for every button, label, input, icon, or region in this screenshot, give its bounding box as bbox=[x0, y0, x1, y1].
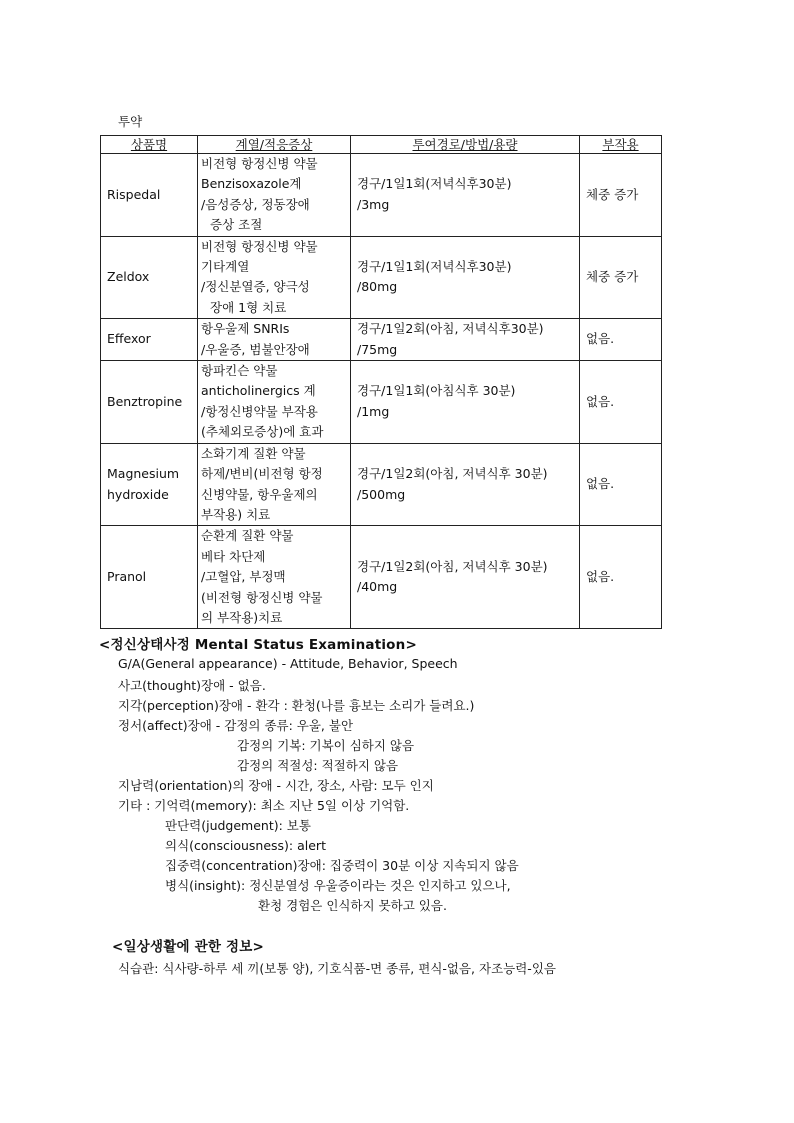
cell-route: 경구/1일1회(저녁식후30분) /80mg bbox=[351, 236, 580, 319]
mse-memory: 기타 : 기억력(memory): 최소 지난 5일 이상 기억함. bbox=[118, 798, 410, 813]
mse-insight-continued: 환청 경험은 인식하지 못하고 있음. bbox=[258, 898, 447, 913]
mse-section-title: <정신상태사정 Mental Status Examination> bbox=[99, 637, 417, 653]
table-row bbox=[101, 154, 662, 237]
mse-orientation: 지남력(orientation)의 장애 - 시간, 장소, 사람: 모두 인지 bbox=[118, 778, 434, 793]
medication-table bbox=[100, 135, 662, 629]
daily-eating-habits: 식습관: 식사량-하루 세 끼(보통 양), 기호식품-면 종류, 편식-없음, 자조능력-있음 bbox=[118, 961, 556, 976]
header-route-dosage: 투여경로/방법/용량 bbox=[351, 136, 580, 154]
mse-consciousness: 의식(consciousness): alert bbox=[165, 838, 326, 853]
cell-route: 경구/1일2회(아침, 저녁식후 30분) /40mg bbox=[351, 526, 580, 629]
mse-affect-appropriateness: 감정의 적절성: 적절하지 않음 bbox=[237, 758, 399, 773]
cell-route: 경구/1일1회(저녁식후30분) /3mg bbox=[351, 154, 580, 237]
table-row bbox=[101, 361, 662, 444]
cell-name: Zeldox bbox=[101, 236, 198, 319]
page-heading: 투약 bbox=[118, 114, 143, 129]
cell-side-effect: 체중 증가 bbox=[580, 154, 662, 237]
cell-name: Rispedal bbox=[101, 154, 198, 237]
header-indication: 계열/적응증상 bbox=[198, 136, 351, 154]
cell-side-effect: 없음. bbox=[580, 361, 662, 444]
cell-name: Magnesium hydroxide bbox=[101, 443, 198, 526]
cell-name: Benztropine bbox=[101, 361, 198, 444]
mse-affect-type: 정서(affect)장애 - 감정의 종류: 우울, 불안 bbox=[118, 718, 354, 733]
header-side-effect: 부작용 bbox=[580, 136, 662, 154]
cell-route: 경구/1일1회(아침식후 30분) /1mg bbox=[351, 361, 580, 444]
cell-indication: 비전형 항정신병 약물 기타계열 /정신분열증, 양극성 장애 1형 치료 bbox=[198, 236, 351, 319]
table-row bbox=[101, 319, 662, 361]
cell-indication: 비전형 항정신병 약물 Benzisoxazole계 /음성증상, 정동장애 증상 조절 bbox=[198, 154, 351, 237]
cell-indication: 소화기계 질환 약물 하제/변비(비전형 항정 신병약물, 항우울제의 부작용) 치료 bbox=[198, 443, 351, 526]
cell-indication: 항파킨슨 약물 anticholinergics 계 /항정신병약물 부작용 (추체외로증상)에 효과 bbox=[198, 361, 351, 444]
table-header-row bbox=[101, 136, 662, 154]
mse-judgement: 판단력(judgement): 보통 bbox=[165, 818, 311, 833]
table-row bbox=[101, 443, 662, 526]
header-product-name: 상품명 bbox=[101, 136, 198, 154]
mse-general-appearance: G/A(General appearance) - Attitude, Behavior, Speech bbox=[118, 656, 458, 671]
cell-side-effect: 체중 증가 bbox=[580, 236, 662, 319]
cell-indication: 순환계 질환 약물 베타 차단제 /고혈압, 부정맥 (비전형 항정신병 약물 의 부작용)치료 bbox=[198, 526, 351, 629]
mse-perception: 지각(perception)장애 - 환각 : 환청(나를 흉보는 소리가 들려요.) bbox=[118, 698, 475, 713]
cell-side-effect: 없음. bbox=[580, 443, 662, 526]
mse-thought: 사고(thought)장애 - 없음. bbox=[118, 678, 266, 693]
daily-life-section-title: <일상생활에 관한 정보> bbox=[112, 939, 264, 955]
mse-concentration: 집중력(concentration)장애: 집중력이 30분 이상 지속되지 않음 bbox=[165, 858, 519, 873]
cell-side-effect: 없음. bbox=[580, 319, 662, 361]
cell-route: 경구/1일2회(아침, 저녁식후30분) /75mg bbox=[351, 319, 580, 361]
cell-route: 경구/1일2회(아침, 저녁식후 30분) /500mg bbox=[351, 443, 580, 526]
cell-indication: 항우울제 SNRIs /우울증, 범불안장애 bbox=[198, 319, 351, 361]
cell-side-effect: 없음. bbox=[580, 526, 662, 629]
mse-insight: 병식(insight): 정신분열성 우울증이라는 것은 인지하고 있으나, bbox=[165, 878, 511, 893]
table-row bbox=[101, 236, 662, 319]
cell-name: Effexor bbox=[101, 319, 198, 361]
cell-name: Pranol bbox=[101, 526, 198, 629]
table-row bbox=[101, 526, 662, 629]
mse-affect-fluctuation: 감정의 기복: 기복이 심하지 않음 bbox=[237, 738, 415, 753]
